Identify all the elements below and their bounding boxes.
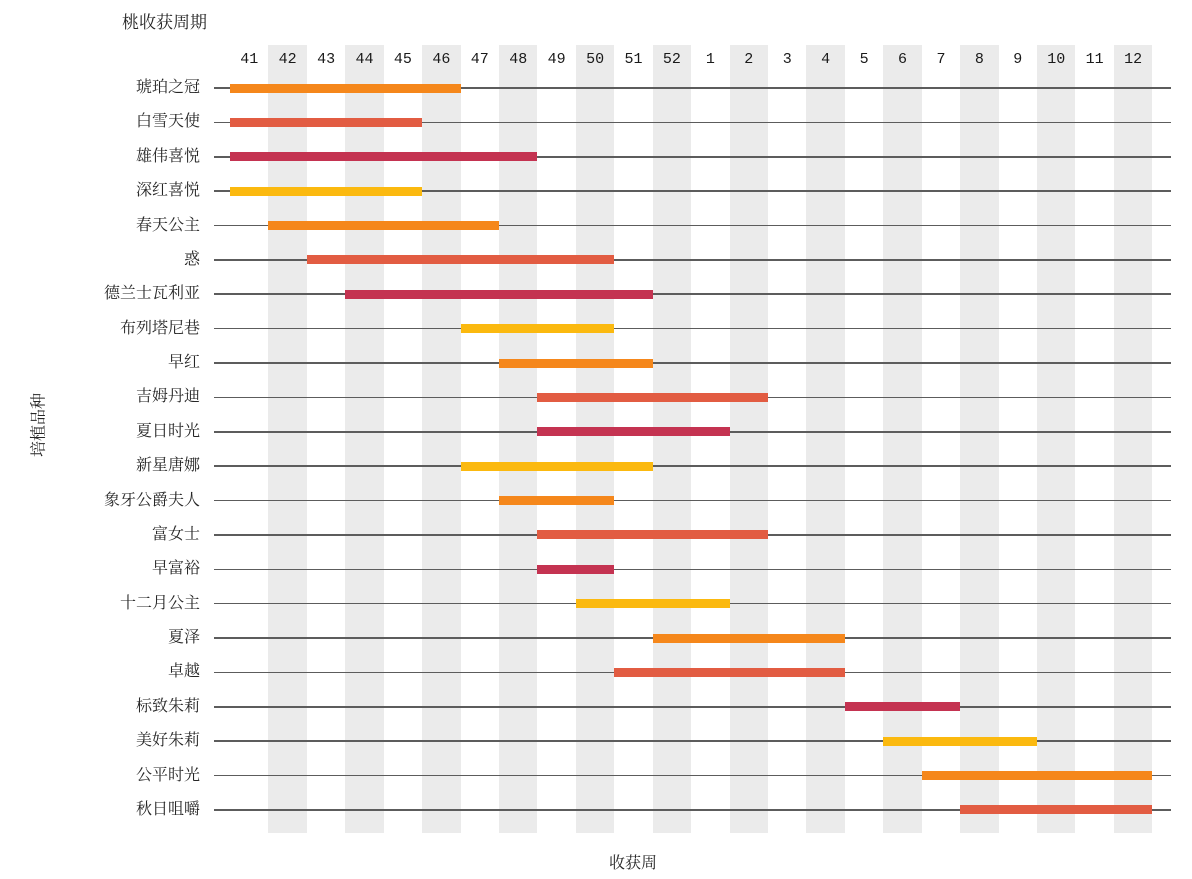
harvest-period-bar [499, 359, 653, 368]
x-tick-label: 46 [432, 51, 451, 68]
variety-label: 琥珀之冠 [135, 79, 200, 96]
variety-label: 象牙公爵夫人 [103, 491, 200, 509]
x-axis-title: 收获周 [608, 855, 658, 872]
x-tick-label: 3 [782, 51, 792, 68]
x-tick-label: 45 [393, 51, 412, 68]
x-tick-label: 43 [317, 51, 336, 68]
variety-label: 德兰士瓦利亚 [103, 285, 200, 303]
harvest-period-bar [845, 702, 960, 711]
variety-label: 公平时光 [135, 766, 200, 784]
x-tick-label: 52 [662, 51, 681, 68]
harvest-period-bar [230, 84, 461, 93]
shaded-week-band [499, 45, 537, 833]
variety-label: 深红喜悦 [135, 182, 200, 200]
harvest-period-bar [537, 427, 729, 436]
x-tick-label: 6 [898, 51, 908, 68]
harvest-period-bar [960, 805, 1152, 814]
harvest-period-bar [653, 634, 845, 643]
x-tick-label: 11 [1085, 51, 1104, 68]
harvest-period-bar [499, 496, 614, 505]
row-gridline [214, 500, 1171, 502]
harvest-period-bar [268, 221, 499, 230]
harvest-period-bar [307, 255, 614, 264]
shaded-week-band [345, 45, 383, 833]
x-tick-label: 2 [744, 51, 754, 68]
shaded-week-band [576, 45, 614, 833]
variety-label: 十二月公主 [119, 594, 200, 612]
harvest-period-bar [230, 187, 422, 196]
x-tick-label: 12 [1124, 51, 1143, 68]
variety-label: 富女士 [151, 525, 200, 543]
x-tick-label: 50 [586, 51, 605, 68]
variety-label: 布列塔尼巷 [119, 319, 200, 337]
x-tick-label: 5 [859, 51, 869, 68]
harvest-period-bar [230, 118, 422, 127]
shaded-week-band [1114, 45, 1152, 833]
shaded-week-band [960, 45, 998, 833]
x-tick-label: 10 [1047, 51, 1066, 68]
row-gridline [214, 465, 1171, 467]
variety-label: 惑 [183, 250, 200, 268]
row-gridline [214, 706, 1171, 708]
x-tick-label: 49 [547, 51, 566, 68]
x-tick-label: 8 [974, 51, 984, 68]
x-tick-label: 9 [1013, 51, 1023, 68]
harvest-period-bar [461, 462, 653, 471]
row-gridline [214, 569, 1171, 571]
shaded-week-band [653, 45, 691, 833]
harvest-period-bar [537, 530, 768, 539]
shaded-week-band [422, 45, 460, 833]
variety-label: 夏泽 [167, 629, 200, 647]
variety-label: 早富裕 [151, 560, 200, 578]
variety-label: 标致朱莉 [135, 697, 200, 715]
harvest-period-bar [461, 324, 615, 333]
variety-label: 夏日时光 [135, 422, 200, 440]
x-tick-label: 4 [821, 51, 831, 68]
variety-label: 早红 [167, 354, 200, 372]
x-tick-label: 48 [509, 51, 528, 68]
plot-area [214, 0, 1171, 879]
harvest-period-bar [922, 771, 1153, 780]
x-tick-label: 51 [624, 51, 643, 68]
harvest-period-bar [537, 393, 768, 402]
harvest-period-bar [537, 565, 614, 574]
y-axis-title: 培植品种 [30, 392, 48, 458]
harvest-period-bar [614, 668, 845, 677]
harvest-period-bar [345, 290, 652, 299]
harvest-period-bar [576, 599, 730, 608]
variety-label: 卓越 [167, 663, 200, 681]
variety-label: 春天公主 [135, 216, 200, 234]
x-tick-label: 47 [470, 51, 489, 68]
x-tick-label: 1 [705, 51, 715, 68]
harvest-period-bar [230, 152, 537, 161]
row-gridline [214, 328, 1171, 330]
shaded-week-band [730, 45, 768, 833]
harvest-period-bar [883, 737, 1037, 746]
variety-label: 吉姆丹迪 [135, 388, 200, 406]
variety-label: 白雪天使 [135, 113, 200, 131]
variety-label: 雄伟喜悦 [135, 147, 200, 165]
x-tick-label: 41 [240, 51, 259, 68]
chart-title: 桃收获周期 [122, 13, 207, 32]
shaded-week-band [1037, 45, 1075, 833]
row-gridline [214, 362, 1171, 364]
x-tick-label: 44 [355, 51, 374, 68]
variety-label: 新星唐娜 [135, 457, 200, 475]
shaded-week-band [806, 45, 844, 833]
variety-label: 美好朱莉 [135, 732, 200, 750]
x-tick-label: 42 [278, 51, 297, 68]
shaded-week-band [883, 45, 921, 833]
shaded-week-band [268, 45, 306, 833]
x-tick-label: 7 [936, 51, 946, 68]
variety-label: 秋日咀嚼 [135, 800, 200, 818]
